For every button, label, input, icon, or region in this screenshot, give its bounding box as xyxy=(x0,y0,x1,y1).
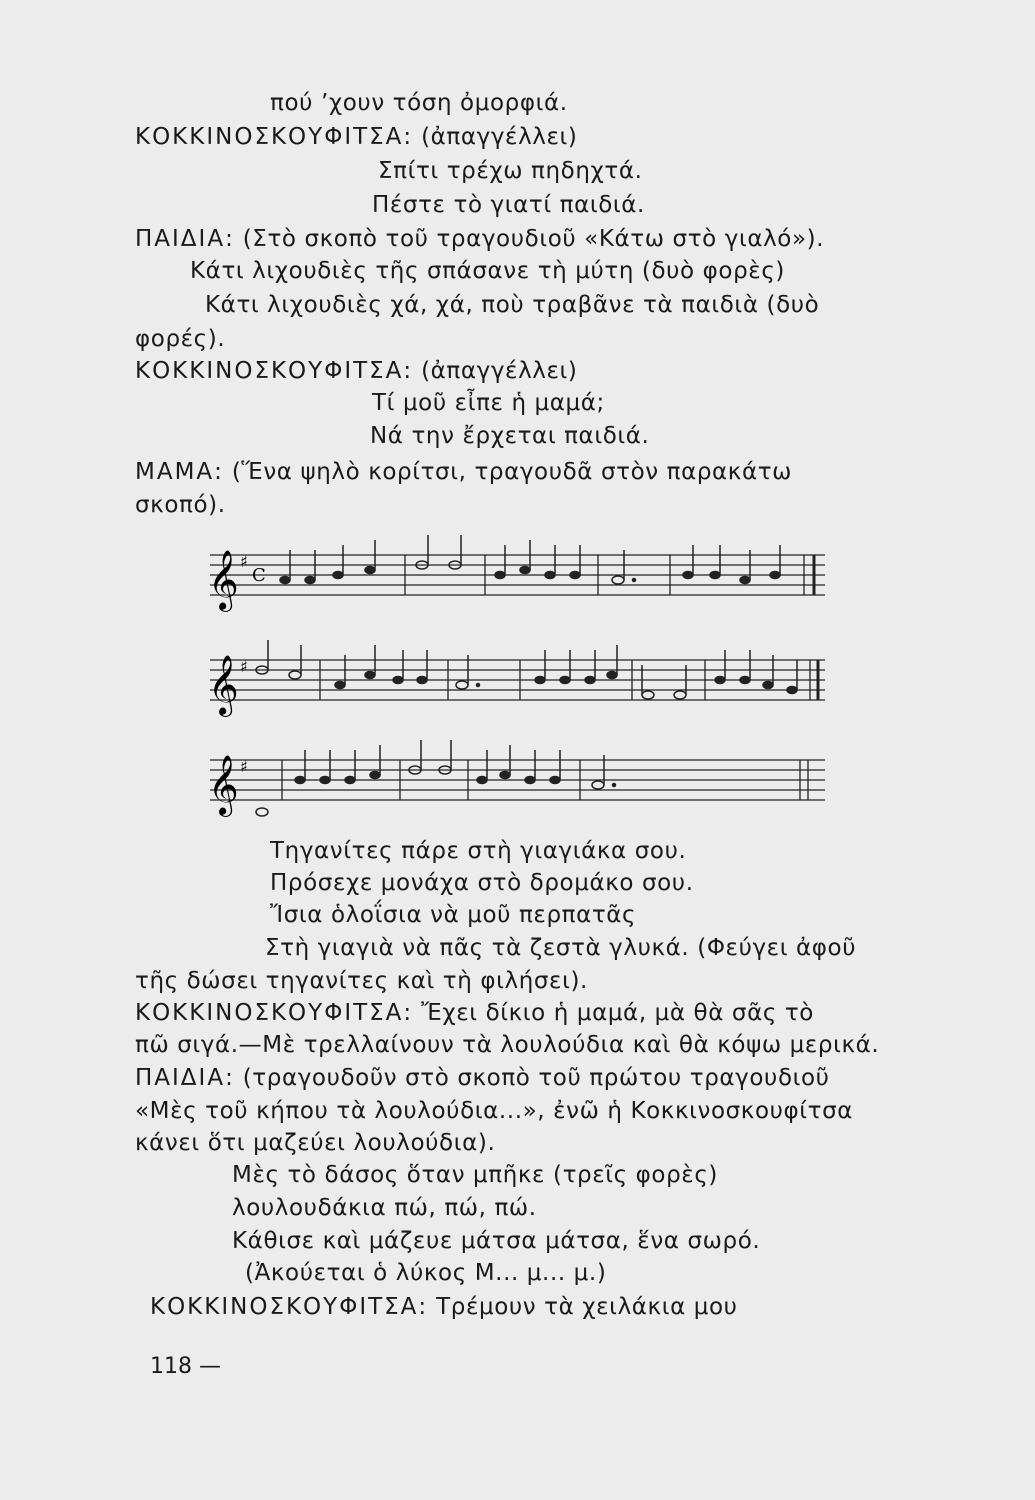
speaker-name: ΚΟΚΚΙΝΟΣΚΟΥΦΙΤΣΑ: xyxy=(150,1294,429,1320)
speaker-name: ΚΟΚΚΙΝΟΣΚΟΥΦΙΤΣΑ: xyxy=(135,358,414,384)
verse-line: (Ἀκούεται ὁ λύκος Μ... μ... μ.) xyxy=(245,1260,607,1286)
dialogue-line: ΠΑΙΔΙΑ: (Στὸ σκοπὸ τοῦ τραγουδιοῦ «Κάτω στὸ γιαλό»). xyxy=(135,226,825,252)
text-line: «Μὲς τοῦ κήπου τὰ λουλούδια...», ἐνῶ ἡ Κοκκινοσκουφίτσα xyxy=(135,1098,854,1124)
speaker-name: ΠΑΙΔΙΑ: xyxy=(135,226,235,252)
text-line: πῶ σιγά.—Μὲ τρελλαίνουν τὰ λουλούδια καὶ θὰ κόψω μερικά. xyxy=(135,1032,880,1058)
verse-line: Πέστε τὸ γιατί παιδιά. xyxy=(372,192,645,218)
verse-line: Νά την ἔρχεται παιδιά. xyxy=(370,423,650,449)
verse-line: Κάθισε καὶ μάζευε μάτσα μάτσα, ἕνα σωρό. xyxy=(232,1228,761,1254)
treble-clef-icon: 𝄞 xyxy=(208,655,239,715)
dialogue-line: ΚΟΚΚΙΝΟΣΚΟΥΦΙΤΣΑ: (ἀπαγγέλλει) xyxy=(135,358,578,384)
verse-line: φορές). xyxy=(135,326,226,352)
verse-line: Τηγανίτες πάρε στὴ γιαγιάκα σου. xyxy=(270,838,687,864)
text-line: τῆς δώσει τηγανίτες καὶ τὴ φιλήσει). xyxy=(135,968,588,994)
svg-text:♯: ♯ xyxy=(240,757,248,776)
dialogue-line: ΠΑΙΔΙΑ: (τραγουδοῦν στὸ σκοπὸ τοῦ πρώτου τραγουδιοῦ xyxy=(135,1065,830,1091)
svg-text:♯: ♯ xyxy=(240,657,248,676)
verse-line: Τί μοῦ εἶπε ἡ μαμά; xyxy=(372,390,605,416)
verse-line: Πρόσεχε μονάχα στὸ δρομάκο σου. xyxy=(270,870,694,896)
dialogue-line: ΚΟΚΚΙΝΟΣΚΟΥΦΙΤΣΑ: Τρέμουν τὰ χειλάκια μου xyxy=(150,1294,738,1320)
music-staff-2 xyxy=(200,640,830,720)
speaker-name: ΚΟΚΚΙΝΟΣΚΟΥΦΙΤΣΑ: xyxy=(135,124,414,150)
music-notation xyxy=(200,740,830,820)
verse-line: Κάτι λιχουδιὲς τῆς σπάσανε τὴ μύτη (δυὸ φορὲς) xyxy=(190,258,785,284)
svg-text:C: C xyxy=(252,565,266,586)
verse-line: λουλουδάκια πώ, πώ, πώ. xyxy=(232,1195,537,1221)
music-staff-1 xyxy=(200,535,830,615)
music-notation xyxy=(200,535,830,615)
speaker-name: ΠΑΙΔΙΑ: xyxy=(135,1065,235,1091)
svg-text:♯: ♯ xyxy=(240,552,248,571)
speaker-name: ΜΑΜΑ: xyxy=(135,459,224,485)
verse-line: Κάτι λιχουδιὲς χά, χά, ποὺ τραβᾶνε τὰ παιδιὰ (δυὸ xyxy=(205,292,820,318)
text-line: πού ’χουν τόση ὀμορφιά. xyxy=(270,90,568,116)
verse-line: Σπίτι τρέχω πηδηχτά. xyxy=(378,158,643,184)
text-line: κάνει ὅτι μαζεύει λουλούδια). xyxy=(135,1130,496,1156)
text-line: σκοπό). xyxy=(135,492,226,518)
music-staff-3 xyxy=(200,740,830,820)
verse-line: Ἴσια ὁλοΐσια νὰ μοῦ περπατᾶς xyxy=(270,902,637,928)
verse-line: Μὲς τὸ δάσος ὅταν μπῆκε (τρεῖς φορὲς) xyxy=(232,1162,718,1188)
dialogue-line: ΜΑΜΑ: (Ἕνα ψηλὸ κορίτσι, τραγουδᾶ στὸν παρακάτω xyxy=(135,459,793,485)
music-notation xyxy=(200,640,830,720)
verse-line: Στὴ γιαγιὰ νὰ πᾶς τὰ ζεστὰ γλυκά. (Φεύγει ἀφοῦ xyxy=(265,935,857,961)
speaker-name: ΚΟΚΚΙΝΟΣΚΟΥΦΙΤΣΑ: xyxy=(135,1000,414,1026)
treble-clef-icon: 𝄞 xyxy=(208,755,239,815)
treble-clef-icon: 𝄞 xyxy=(208,550,239,610)
dialogue-line: ΚΟΚΚΙΝΟΣΚΟΥΦΙΤΣΑ: (ἀπαγγέλλει) xyxy=(135,124,578,150)
page-number: 118 — xyxy=(150,1354,221,1379)
dialogue-line: ΚΟΚΚΙΝΟΣΚΟΥΦΙΤΣΑ: Ἔχει δίκιο ἡ μαμά, μὰ θὰ σᾶς τὸ xyxy=(135,1000,814,1026)
